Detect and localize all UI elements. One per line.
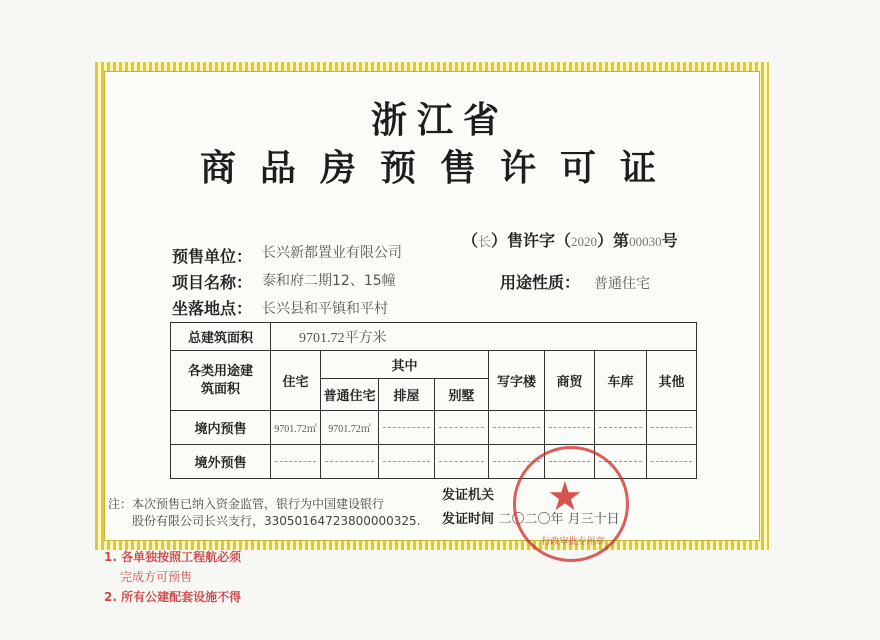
row-house-header: 排屋 (379, 379, 435, 411)
province-title: 浙江省 (370, 99, 509, 141)
location-label: 坐落地点： (172, 299, 253, 318)
area-table (170, 322, 697, 479)
permit-number: （长）售许字（2020）第00030号 (462, 231, 678, 250)
total-area-label: 总建筑面积 (171, 323, 271, 351)
usage-label: 用途性质： (500, 273, 581, 292)
ordinary-header: 普通住宅 (321, 379, 379, 411)
funds-note: 注：本次预售已纳入资金监管，银行为中国建设银行 股份有限公司长兴支行，33050164723800000325. (108, 497, 421, 528)
garage-header: 车库 (595, 351, 647, 411)
category-label: 各类用途建筑面积 (171, 351, 271, 411)
residential-header: 住宅 (271, 351, 321, 411)
issuing-authority-label: 发证机关 (442, 488, 495, 503)
unit-label: 预售单位： (172, 247, 253, 266)
unit-value: 长兴新都置业有限公司 (262, 245, 402, 261)
red-warning-3: 2. 所有公建配套设施不得 (104, 590, 242, 604)
red-warning-2: 完成方可预售 (120, 570, 193, 584)
red-warning-1: 1. 各单独按照工程航必须 (104, 550, 242, 564)
project-value: 泰和府二期12、15幢 (262, 273, 396, 289)
seal-text: 行政审批专用章 (541, 537, 605, 547)
other-header: 其他 (647, 351, 697, 411)
foreign-label: 境外预售 (171, 445, 271, 479)
commercial-header: 商贸 (545, 351, 595, 411)
domestic-label: 境内预售 (171, 411, 271, 445)
certificate-title: 商品房预售许可证 (199, 147, 680, 189)
usage-value: 普通住宅 (594, 276, 650, 292)
project-label: 项目名称： (172, 273, 253, 292)
seal-star-icon: ★ (547, 474, 583, 520)
office-header: 写字楼 (489, 351, 545, 411)
issue-date: 发证时间 二〇二〇年 月三十日 (442, 512, 620, 527)
total-area-value: 9701.72平方米 (271, 323, 697, 351)
domestic-ord-value: 9701.72㎡ (321, 411, 379, 445)
villa-header: 别墅 (435, 379, 489, 411)
of-which-header: 其中 (321, 351, 489, 379)
domestic-res-value: 9701.72㎡ (271, 411, 321, 445)
location-value: 长兴县和平镇和平村 (262, 301, 388, 317)
